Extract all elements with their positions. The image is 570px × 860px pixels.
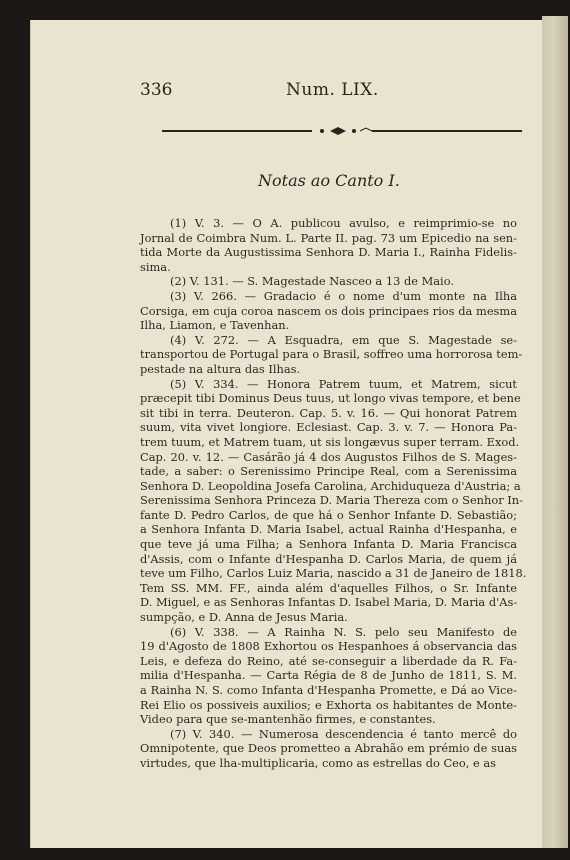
text-line: Omnipotente, que Deos prometteo a Abrahão em prémio de suas [140, 741, 517, 756]
text-line: a Senhora Infanta D. Maria Isabel, actual Rainha d'Hespanha, e [140, 522, 517, 537]
text-line: (7) V. 340. — Numerosa descendencia é tanto mercê do [170, 726, 517, 741]
running-head: Num. LIX. [286, 80, 379, 100]
text-line: fante D. Pedro Carlos, de que há o Senhor Infante D. Sebastião; [140, 507, 517, 522]
text-line: virtudes, que lha-multiplicaria, como as estrellas do Ceo, e as [140, 755, 497, 770]
text-line: sumpção, e D. Anna de Jesus Maria. [140, 610, 348, 625]
text-line: (1) V. 3. — O A. publicou avulso, e reimprimio-se no [170, 216, 517, 230]
text-line: que teve já uma Filha; a Senhora Infanta D. Maria Francisca [140, 537, 517, 552]
ornament-rule [162, 126, 522, 136]
text-line: suum, vita vivet longiore. Eclesiast. Cap. 3. v. 7. — Honora Pa- [140, 420, 517, 435]
text-line: milia d'Hespanha. — Carta Régia de 8 de Junho de 1811, S. M. [140, 668, 517, 683]
text-line: sit tibi in terra. Deuteron. Cap. 5. v. 16. — Qui honorat Patrem [140, 405, 517, 420]
text-line: Video para que se-mantenhão firmes, e constantes. [140, 712, 436, 727]
page-number: 336 [140, 80, 173, 100]
text-line: Senhora D. Leopoldina Josefa Carolina, Archiduqueza d'Austria; a [140, 478, 521, 493]
text-line: 19 d'Agosto de 1808 Exhortou os Hespanhoes á observancia das [140, 639, 517, 654]
text-line: (5) V. 334. — Honora Patrem tuum, et Matrem, sicut [170, 376, 517, 391]
text-line: Corsiga, em cuja coroa nascem os dois principaes rios da mesma [140, 303, 517, 318]
text-line: tida Morte da Augustissima Senhora D. Maria I., Rainha Fidelis- [140, 245, 517, 260]
text-line: sima. [140, 259, 171, 274]
text-line: Cap. 20. v. 12. — Casárão já 4 dos Augustos Filhos de S. Mages- [140, 449, 517, 464]
text-line: (4) V. 272. — A Esquadra, em que S. Magestade se- [170, 332, 517, 347]
text-line: Jornal de Coimbra Num. L. Parte II. pag. 73 um Epicedio na sen- [140, 230, 517, 245]
text-line: (2) V. 131. — S. Magestade Nasceo a 13 de Maio. [170, 274, 454, 289]
text-line: tade, a saber: o Serenissimo Principe Real, com a Serenissima [140, 464, 517, 479]
page-edge [542, 16, 568, 848]
text-line: transportou de Portugal para o Brasil, soffreo uma horrorosa tem- [140, 347, 523, 362]
text-line: a Rainha N. S. como Infanta d'Hespanha Promette, e Dá ao Vice- [140, 683, 517, 697]
text-line: Tem SS. MM. FF., ainda além d'aquelles Filhos, o Sr. Infante [140, 580, 517, 595]
text-line: pestade na altura das Ilhas. [140, 361, 301, 376]
text-line: Leis, e defeza do Reino, até se-conseguir a liberdade da R. Fa- [140, 653, 517, 668]
text-line: præcepit tibi Dominus Deus tuus, ut longo vivas tempore, et bene [140, 391, 521, 406]
notes-body [140, 216, 527, 771]
text-line: teve um Filho, Carlos Luiz Maria, nascido a 31 de Janeiro de 1818. [140, 566, 527, 581]
text-line: Rei Elio os possiveis auxilios; e Exhorta os habitantes de Monte- [140, 697, 517, 712]
text-line: trem tuum, et Matrem tuam, ut sis longævus super terram. Exod. [140, 434, 520, 449]
text-line: Serenissima Senhora Princeza D. Maria Thereza com o Senhor In- [140, 493, 523, 508]
text-line: Ilha, Liamon, e Tavenhan. [140, 318, 290, 333]
text-line: (3) V. 266. — Gradacio é o nome d'um monte na Ilha [170, 288, 517, 303]
text-line: d'Assis, com o Infante d'Hespanha D. Carlos Maria, de quem já [140, 551, 517, 566]
text-line: D. Miguel, e as Senhoras Infantas D. Isabel Maria, D. Maria d'As- [140, 595, 518, 610]
text-line: (6) V. 338. — A Rainha N. S. pelo seu Manifesto de [170, 624, 517, 639]
section-title: Notas ao Canto I. [258, 171, 400, 190]
